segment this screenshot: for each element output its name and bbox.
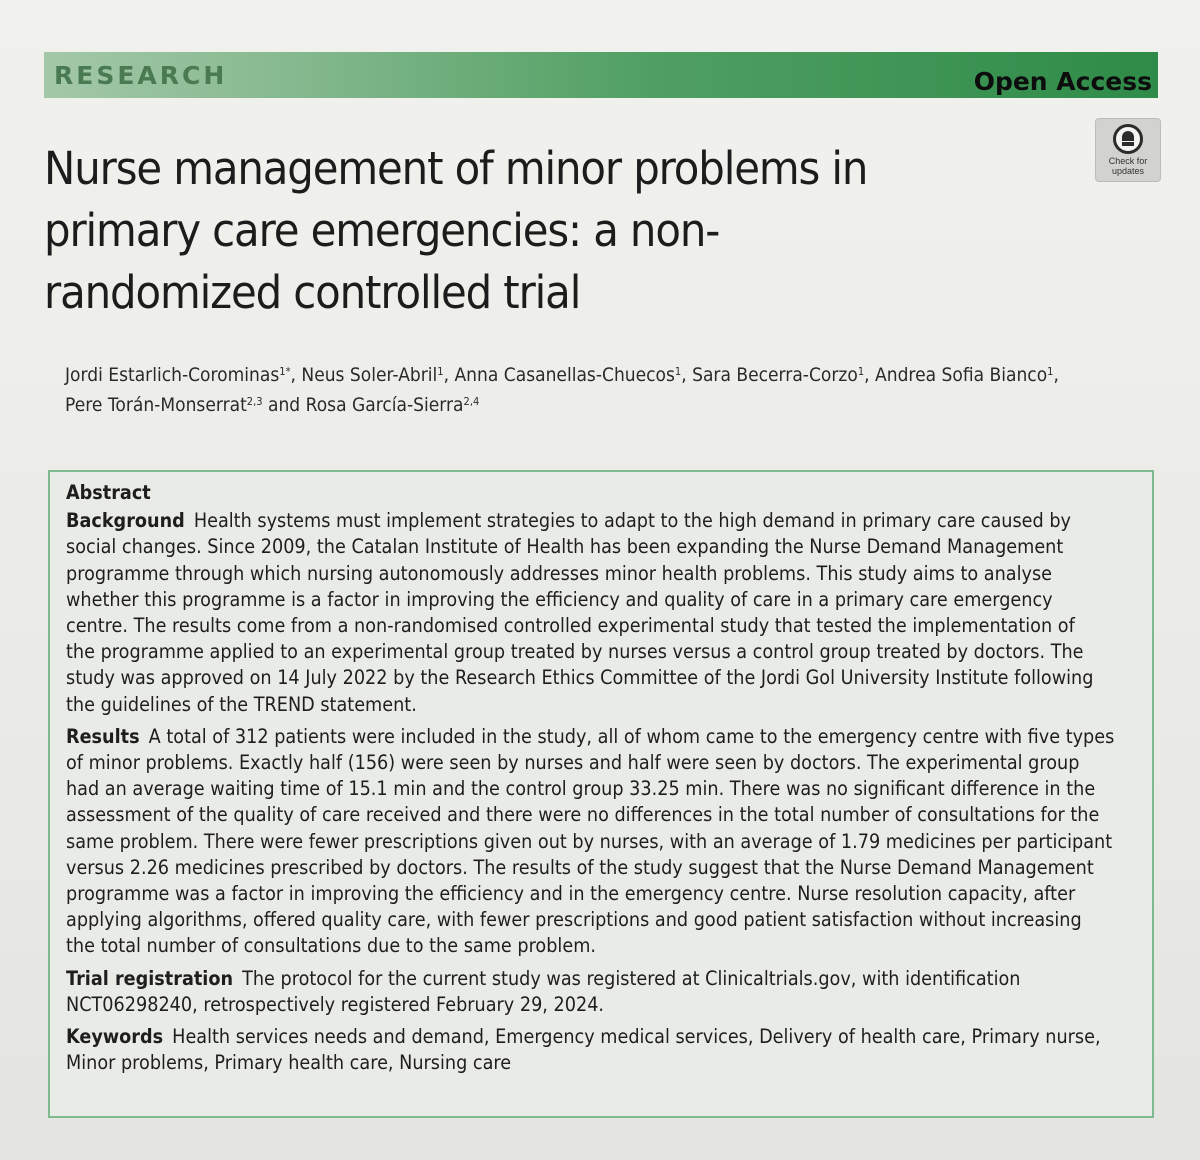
open-access-label: Open Access (973, 66, 1152, 96)
author-separator: , (864, 364, 876, 386)
abstract-line: whether this programme is a factor in improving the efficiency and quality of care in a primary care emergency (66, 587, 1053, 611)
abstract-line: versus 2.26 medicines prescribed by doctors. The results of the study suggest that the Nurse Demand Management (66, 855, 1094, 879)
author-affiliation: 1 (857, 365, 865, 378)
abstract-line: of minor problems. Exactly half (156) were seen by nurses and half were seen by doctors. The experimental group (66, 751, 1080, 775)
author-name: Andrea Sofia Bianco (875, 364, 1048, 386)
author-separator: , (1053, 364, 1059, 386)
abstract-line: programme was a factor in improving the efficiency and in the emergency centre. Nurse resolution capacity, after (66, 882, 1076, 906)
author-name: Sara Becerra-Corzo (692, 364, 858, 386)
research-label: RESEARCH (54, 60, 228, 90)
abstract-line: study was approved on 14 July 2022 by the Research Ethics Committee of the Jordi Gol University Institute following (66, 666, 1094, 690)
abstract-line (66, 508, 1129, 534)
section-label: Keywords (66, 1025, 164, 1049)
author-affiliation: 1 (1047, 365, 1054, 378)
check-for-updates-badge[interactable] (1095, 118, 1161, 182)
abstract-line: programme through which nursing autonomously addresses minor health problems. This study aims to analyse (66, 561, 1053, 585)
author-separator: , (290, 364, 302, 386)
abstract-line: Minor problems, Primary health care, Nursing care (66, 1051, 512, 1075)
abstract-line (66, 1024, 1129, 1050)
abstract-line: NCT06298240, retrospectively registered February 29, 2024. (66, 992, 605, 1016)
article-title: Nurse management of minor problems in primary care emergencies: a non-randomized controlled trial (44, 142, 868, 319)
section-label: Background (66, 509, 185, 533)
abstract-heading: Abstract (66, 481, 151, 504)
abstract-line: centre. The results come from a non-randomised controlled experimental study that tested the implementation of (66, 614, 1075, 638)
author-line-2 (65, 390, 1064, 420)
line-text: The protocol for the current study was registered at Clinicaltrials.gov, with identification (242, 966, 1021, 990)
author-affiliation: 1 (674, 365, 682, 378)
author-affiliation: 1* (279, 365, 291, 378)
author-separator: , (443, 364, 455, 386)
author-separator: and (262, 394, 306, 416)
abstract-line: social changes. Since 2009, the Catalan Institute of Health has been expanding the Nurse Demand Management (66, 535, 1064, 559)
author-name: Neus Soler-Abril (301, 364, 438, 386)
abstract-line: the programme applied to an experimental group treated by nurses versus a control group treated by doctors. The (66, 640, 1084, 664)
author-name: Rosa García-Sierra (305, 394, 464, 416)
abstract-line: had an average waiting time of 15.1 min and the control group 33.25 min. There was no significant difference in the (66, 777, 1096, 801)
abstract-box (48, 470, 1154, 1118)
line-text: A total of 312 patients were included in the study, all of whom came to the emergency centre with five types (148, 724, 1115, 748)
abstract-line: the total number of consultations due to the same problem. (66, 934, 597, 958)
author-affiliation: 1 (437, 365, 444, 378)
author-line-1 (65, 360, 1064, 390)
abstract-line: the guidelines of the TREND statement. (66, 692, 417, 716)
abstract-section-keywords (66, 1024, 1129, 1076)
research-banner (44, 52, 1158, 98)
check-updates-icon (1113, 124, 1143, 154)
check-updates-label: Check for updates (1108, 156, 1148, 176)
abstract-section-trial-registration (66, 966, 1129, 1018)
abstract-line: assessment of the quality of care received and there were no differences in the total number of consultations for the (66, 803, 1100, 827)
abstract-content (66, 480, 1129, 1082)
abstract-line: applying algorithms, offered quality care, with fewer prescriptions and good patient satisfaction without increasing (66, 908, 1082, 932)
author-name: Anna Casanellas-Chuecos (454, 364, 675, 386)
author-separator: , (681, 364, 693, 386)
abstract-section-background (66, 508, 1129, 718)
abstract-section-results (66, 724, 1129, 960)
abstract-line (66, 966, 1129, 992)
abstract-line (66, 724, 1129, 750)
abstract-line: same problem. There were fewer prescriptions given out by nurses, with an average of 1.79 medicines per participant (66, 829, 1113, 853)
line-text: Health systems must implement strategies to adapt to the high demand in primary care caused by (193, 509, 1072, 533)
line-text: Health services needs and demand, Emergency medical services, Delivery of health care, Primary nurse, (172, 1025, 1101, 1049)
author-name: Pere Torán-Monserrat (65, 394, 247, 416)
author-list (65, 360, 1064, 420)
author-name: Jordi Estarlich-Corominas (65, 364, 280, 386)
author-affiliation: 2,4 (463, 395, 480, 408)
section-label: Results (66, 724, 140, 748)
section-label: Trial registration (66, 966, 234, 990)
author-affiliation: 2,3 (246, 395, 263, 408)
